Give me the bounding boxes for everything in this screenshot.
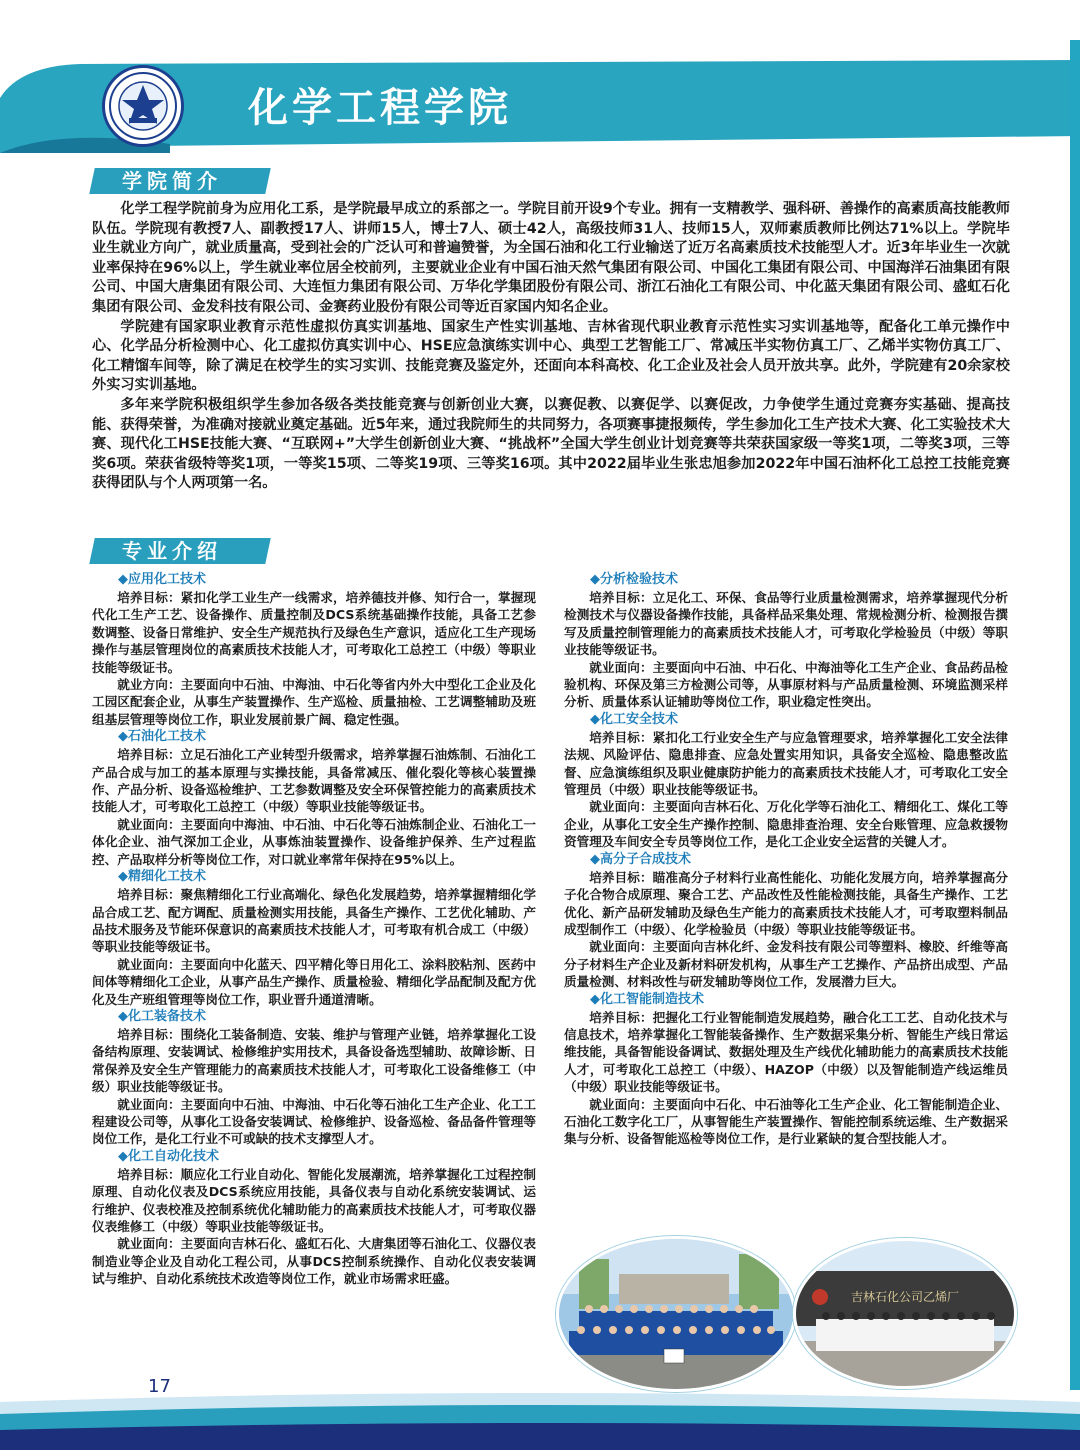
major-paragraph: 培养目标：把握化工行业智能制造发展趋势，融合化工工艺、自动化技术与信息技术，培养掌握化工智能装备操作、生产数据采集分析、智能生产线日常运维技能，具备智能设备调试、数据处理及生产线优化辅助能力的高素质技术技能人才，可考取化工总控工（中级）、HAZOP（中级）以及智能制造产线运维员（中级）职业技能等级证书。: [564, 1009, 1008, 1095]
major-paragraph: 培养目标：紧扣化学工业生产一线需求，培养德技并修、知行合一，掌握现代化工生产工艺、设备操作、质量控制及DCS系统基础操作技能，具备工艺参数调整、设备日常维护、安全生产规范执行及绿色生产意识，适应化工生产现场操作与基层管理岗位的高素质技术技能人才，可考取化工总控工（中级）等职业技能等级证书。: [92, 590, 536, 675]
major-title: ◆高分子合成技术: [590, 851, 691, 867]
intro-heading-label: 学院简介: [122, 169, 222, 193]
major-paragraph: 就业面向：主要面向吉林化纤、金发科技有限公司等塑料、橡胶、纤维等高分子材料生产企业及新材料研发机构，从事生产工艺操作、产品挤出成型、产品质量检测、材料改性与研发辅助等岗位工作，发展潜力巨大。: [564, 939, 1008, 990]
page-number: 17: [148, 1376, 171, 1397]
major-block: [92, 728, 536, 868]
major-paragraph: 就业面向：主要面向中石油、中海油、中石化等石油化工生产企业、化工工程建设公司等，从事化工设备安装调试、检修维护、设备巡检、备品备件管理等岗位工作，是化工行业不可或缺的技术支撑型人才。: [92, 1096, 536, 1147]
major-title: ◆石油化工技术: [118, 729, 206, 745]
major-paragraph: 就业面向：主要面向中海油、中石油、中石化等石油炼制企业、石油化工一体化企业、油气深加工企业，从事炼油装置操作、设备维护保养、生产过程监控、产品取样分析等岗位工作，对口就业率常年保持在95%以上。: [92, 816, 536, 867]
intro-paragraph: 学院建有国家职业教育示范性虚拟仿真实训基地、国家生产性实训基地、吉林省现代职业教育示范性实习实训基地等，配备化工单元操作中心、化学品分析检测中心、化工虚拟仿真实训中心、HSE应急演练实训中心、典型工艺智能工厂、常减压半实物仿真工厂、乙烯半实物仿真工厂、化工精馏车间等，除了满足在校学生的实习实训、技能竞赛及鉴定外，还面向本科高校、化工企业及社会人员开放共享。此外，学院建有20余家校外实习实训基地。: [92, 318, 1010, 394]
major-paragraph: 就业面向：主要面向吉林石化、万化化学等石油化工、精细化工、煤化工等企业，从事化工安全生产操作控制、隐患排查治理、安全台账管理、应急救援物资管理及车间安全专员等岗位工作，是化工企业安全运营的关键人才。: [564, 799, 1008, 850]
decorative-side-strip: [1070, 40, 1080, 1390]
major-paragraph: 就业面向：主要面向中化蓝天、四平精化等日用化工、涂料胶粘剂、医药中间体等精细化工企业，从事产品生产操作、质量检验、精细化学品配制及配方优化及生产班组管理等岗位工作，职业晋升通道清晰。: [92, 956, 536, 1007]
major-title: ◆分析检验技术: [590, 572, 678, 587]
major-paragraph: 培养目标：立足化工、环保、食品等行业质量检测需求，培养掌握现代分析检测技术与仪器设备操作技能，具备样品采集处理、常规检测分析、检测报告撰写及质量控制管理能力的高素质技术技能人才，可考取化学检验员（中级）等职业技能等级证书。: [564, 590, 1008, 658]
major-title: ◆化工自动化技术: [118, 1148, 219, 1164]
page-title: 化学工程学院: [248, 85, 512, 131]
intro-section-heading: [92, 164, 272, 194]
major-paragraph: 培养目标：立足石油化工产业转型升级需求，培养掌握石油炼制、石油化工产品合成与加工的基本原理与实操技能，具备常减压、催化裂化等核心装置操作、产品分析、设备巡检维护、工艺参数调整及安全环保管控能力的高素质技术技能人才，可考取化工总控工（中级）等职业技能等级证书。: [92, 747, 536, 815]
major-title: ◆化工智能制造技术: [590, 991, 704, 1007]
factory-group-photo: [793, 1238, 1017, 1389]
major-block: [564, 851, 1008, 991]
majors-left-column: [92, 571, 536, 1288]
major-block: [92, 1008, 536, 1148]
major-paragraph: 就业面向：主要面向中石油、中石化、中海油等化工生产企业、食品药品检验机构、环保及第三方检测公司等，从事原材料与产品质量检测、环境监测采样分析、质量体系认证辅助等岗位工作，职业稳定性突出。: [564, 659, 1008, 710]
major-paragraph: 就业方向：主要面向中石油、中海油、中石化等省内外大中型化工企业及化工园区配套企业，从事生产装置操作、生产巡检、质量抽检、工艺调整辅助及班组基层管理等岗位工作，职业发展前景广阔、稳定性强。: [92, 677, 536, 727]
major-paragraph: 培养目标：顺应化工行业自动化、智能化发展潮流，培养掌握化工过程控制原理、自动化仪表及DCS系统应用技能，具备仪表与自动化系统安装调试、运行维护、仪表校准及控制系统优化辅助能力的高素质技术技能人才，可考取仪器仪表维修工（中级）等职业技能等级证书。: [92, 1166, 536, 1234]
intro-paragraph: 化学工程学院前身为应用化工系，是学院最早成立的系部之一。学院目前开设9个专业。拥有一支精教学、强科研、善操作的高素质高技能教师队伍。学院现有教授7人、副教授17人、讲师15人，博士7人、硕士42人，高级技师31人、技师15人，双师素质教师比例达71%以上。学院毕业生就业方向广，就业质量高，受到社会的广泛认可和普遍赞誉，为全国石油和化工行业输送了近万名高素质技术技能型人才。近3年毕业生一次就业率保持在96%以上，学生就业率位居全校前列，主要就业企业有中国石油天然气集团有限公司、中国化工集团有限公司、中国海洋石油集团有限公司、中国大唐集团有限公司、大连恒力集团有限公司、万华化学集团股份有限公司、浙江石油化工有限公司、中化蓝天集团有限公司、盛虹石化集团有限公司、金发科技有限公司、金赛药业股份有限公司等近百家国内知名企业。: [92, 201, 1010, 315]
major-block: [92, 868, 536, 1008]
major-paragraph: 培养目标：围绕化工装备制造、安装、维护与管理产业链，培养掌握化工设备结构原理、安装调试、检修维护实用技术，具备设备选型辅助、故障诊断、日常保养及安全生产管理能力的高素质技术技能人才，可考取化工设备维修工（中级）职业技能等级证书。: [92, 1026, 536, 1095]
major-block: [564, 711, 1008, 851]
footer-wave: [0, 1388, 1080, 1450]
major-paragraph: 就业面向：主要面向中石化、中石油等化工生产企业、化工智能制造企业、石油化工数字化工厂，从事智能生产装置操作、智能控制系统运维、生产数据采集与分析、设备智能巡检等岗位工作，是行业紧缺的复合型技能人才。: [564, 1096, 1008, 1147]
major-paragraph: 培养目标：瞄准高分子材料行业高性能化、功能化发展方向，培养掌握高分子化合物合成原理、聚合工艺、产品改性及性能检测技能，具备生产操作、工艺优化、新产品研发辅助及绿色生产能力的高素质技术技能人才，可考取塑料制品成型制作工（中级）、化学检验员（中级）等职业技能等级证书。: [564, 869, 1008, 937]
intro-paragraph: 多年来学院积极组织学生参加各级各类技能竞赛与创新创业大赛，以赛促教、以赛促学、以赛促改，力争使学生通过竞赛夯实基础、提高技能、获得荣誉，为准确对接就业奠定基础。近5年来，通过我院师生的共同努力，各项赛事捷报频传，学生参加化工生产技术大赛、化工实验技术大赛、现代化工HSE技能大赛、“互联网+”大学生创新创业大赛、“挑战杯”全国大学生创业计划竞赛等共荣获国家级一等奖1项，二等奖3项，三等奖6项。荣获省级特等奖1项，一等奖15项、二等奖19项、三等奖16项。其中2022届毕业生张忠旭参加2022年中国石油杯化工总控工技能竞赛获得团队与个人两项第一名。: [92, 396, 1010, 492]
majors-heading-label: 专业介绍: [122, 539, 222, 563]
factory-sign: 吉林石化公司乙烯厂: [850, 1290, 960, 1304]
major-title: ◆化工安全技术: [590, 711, 678, 727]
intro-body: [92, 200, 1010, 494]
major-block: [564, 571, 1008, 711]
major-block: [92, 1148, 536, 1288]
major-paragraph: 培养目标：紧扣化工行业安全生产与应急管理要求，培养掌握化工安全法律法规、风险评估、隐患排查、应急处置实用知识，具备安全巡检、隐患整改监督、应急演练组织及职业健康防护能力的高素质技术技能人才，可考取化工安全管理员（中级）职业技能等级证书。: [564, 729, 1008, 798]
major-title: ◆应用化工技术: [118, 572, 206, 587]
major-title: ◆化工装备技术: [118, 1008, 206, 1024]
major-block: [92, 571, 536, 728]
major-paragraph: 就业面向：主要面向吉林石化、盛虹石化、大唐集团等石油化工、仪器仪表制造业等企业及自动化工程公司，从事DCS控制系统操作、自动化仪表安装调试与维护、自动化系统技术改造等岗位工作，就业市场需求旺盛。: [92, 1236, 536, 1287]
school-emblem-icon: [102, 65, 184, 147]
major-paragraph: 培养目标：聚焦精细化工行业高端化、绿色化发展趋势，培养掌握精细化学品合成工艺、配方调配、质量检测实用技能，具备生产操作、工艺优化辅助、产品技术服务及节能环保意识的高素质技术技能人才，可考取有机合成工（中级）等职业技能等级证书。: [92, 887, 536, 955]
majors-right-column: [564, 571, 1008, 1148]
majors-section-heading: [92, 534, 272, 564]
major-block: [564, 991, 1008, 1148]
major-title: ◆精细化工技术: [118, 869, 206, 885]
student-group-photo: [556, 1236, 796, 1392]
